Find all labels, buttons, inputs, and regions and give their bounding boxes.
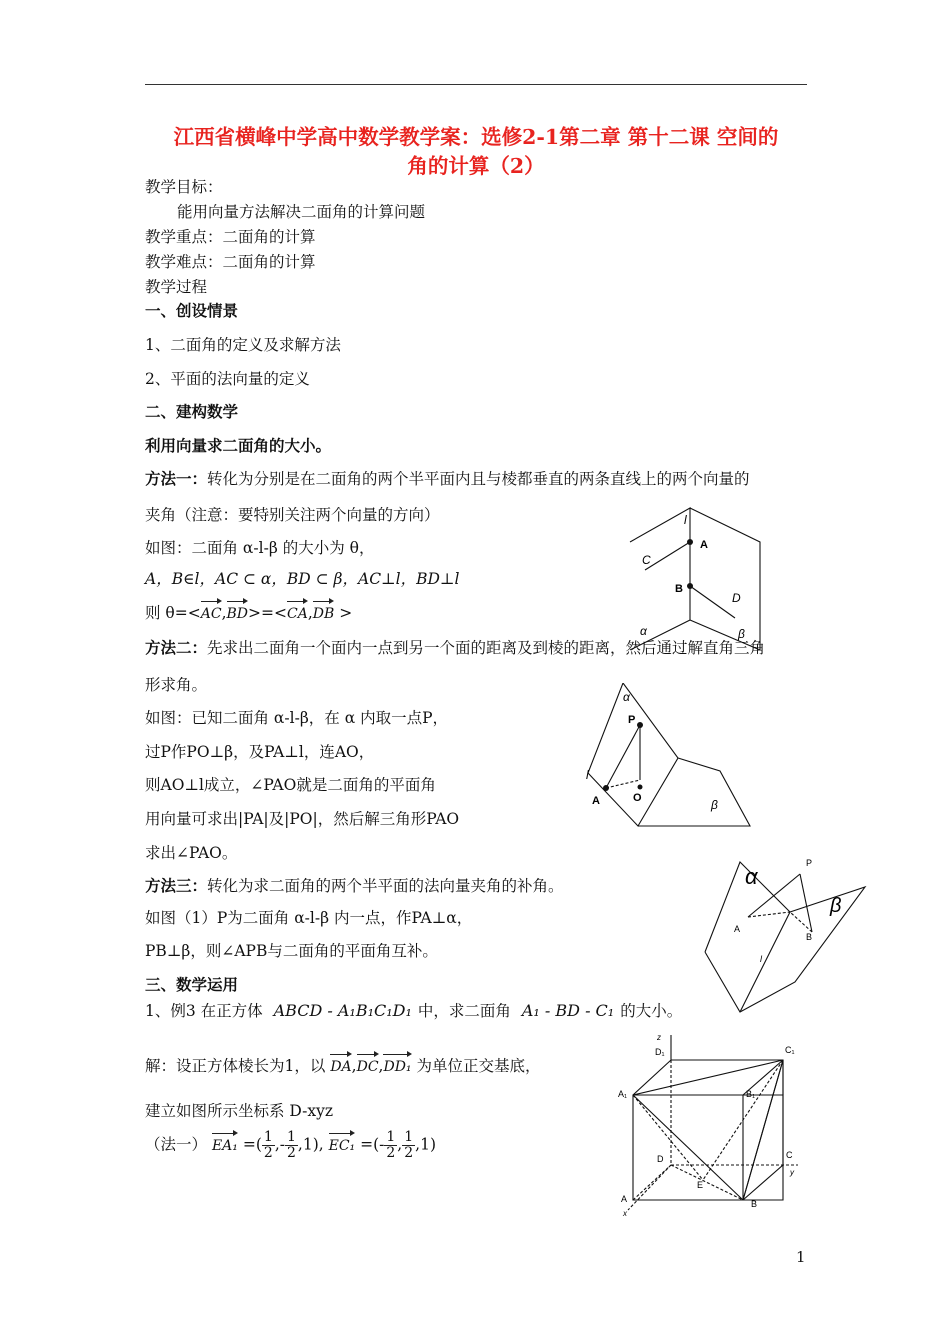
method2-line3: 则AO⊥l成立，∠PAO就是二面角的平面角 [145, 776, 436, 794]
method2-line1: 如图：已知二面角 α-l-β，在 α 内取一点P， [145, 709, 449, 727]
label-c: C [642, 553, 651, 567]
section1-heading: 一、创设情景 [145, 301, 239, 320]
label-a: A [621, 1194, 628, 1204]
method2-text: 先求出二面角一个面内一点到另一个面的距离及到棱的距离，然后通过解直角三角 [207, 639, 766, 657]
fraction-half [262, 1130, 275, 1161]
label-b: B [751, 1199, 758, 1209]
fraction-half [384, 1130, 397, 1161]
method3-text: 转化为求二面角的两个半平面的法向量夹角的补角。 [207, 877, 564, 895]
frac-num: 1 [386, 1129, 396, 1145]
method3-line1: 如图（1）P为二面角 α-l-β 内一点，作PA⊥α， [145, 909, 473, 927]
label-y: y [790, 1168, 794, 1177]
section2-heading: 二、建构数学 [145, 402, 239, 421]
vector-da: DA [330, 1052, 351, 1078]
frac-num: 1 [404, 1129, 414, 1145]
ea-open: =( [242, 1135, 262, 1154]
label-alpha: α [640, 624, 647, 638]
method2-line5: 求出∠PAO。 [145, 844, 238, 862]
method3-label: 方法三： [145, 876, 208, 895]
page-number: 1 [796, 1248, 806, 1266]
frac-num: 1 [263, 1129, 273, 1145]
example-mid: 中，求二面角 [417, 1002, 511, 1020]
label-alpha: α [623, 690, 630, 704]
label-a: A [700, 539, 708, 551]
label-l: l [760, 954, 762, 964]
solution-suffix: 为单位正交基底， [416, 1057, 541, 1075]
label-b: B [806, 932, 813, 942]
page-title-line1: 江西省横峰中学高中数学教学案：选修2-1第二章 第十二课 空间的 [173, 125, 779, 149]
goals-heading: 教学目标： [145, 178, 223, 196]
method2-line2: 过P作PO⊥β，及PA⊥l，连AO， [145, 743, 375, 761]
frac-den: 2 [286, 1145, 296, 1161]
section2-subheading: 利用向量求二面角的大小。 [145, 436, 332, 455]
vector-ec1: EC₁ [329, 1131, 356, 1157]
page-title-line2: 角的计算（2） [407, 154, 545, 178]
result-mid: >=< [248, 604, 287, 622]
label-alpha: α [745, 864, 758, 889]
label-a: A [734, 924, 741, 934]
result-prefix: 则 θ=< [145, 604, 201, 622]
label-b: B [675, 583, 683, 595]
section1-item2: 2、平面的法向量的定义 [145, 370, 310, 388]
method3-paragraph [145, 875, 564, 897]
method-one-vectors: （法一） EA₁ =( $\frac{1}{2}$ ,- $\frac{1}{2}$ ,1), EC₁ =(- $\frac{1}{2}$ , $\frac{1}{2}$ ,1) [145, 1129, 436, 1161]
header-rule [145, 84, 807, 85]
label-d1: D₁ [655, 1047, 665, 1057]
solution-prefix: 解：设正方体棱长为1，以 [145, 1057, 326, 1075]
figure-dihedral-method3 [700, 852, 875, 1017]
vector-ea1: EA₁ [212, 1131, 238, 1157]
goals-focus: 教学重点：二面角的计算 [145, 228, 316, 246]
label-a1: A₁ [618, 1089, 628, 1099]
label-p: P [628, 714, 636, 726]
method1-text: 转化为分别是在二面角的两个半平面内且与棱都垂直的两条直线上的两个向量的 [207, 470, 750, 488]
label-a: A [592, 795, 600, 807]
label-x: x [623, 1209, 627, 1218]
label-z: z [657, 1033, 661, 1042]
method1-result: 则 θ=<AC,BD>=<CA,DB > [145, 599, 352, 625]
example-prefix: 1、例3 在正方体 [145, 1002, 263, 1020]
example3 [145, 1000, 682, 1022]
label-p: P [806, 858, 813, 868]
frac-den: 2 [386, 1145, 396, 1161]
figure-dihedral-method2 [583, 683, 753, 828]
goals-difficulty: 教学难点：二面角的计算 [145, 253, 316, 271]
vector-ca: CA [287, 599, 308, 625]
figure-dihedral-method1 [620, 500, 770, 650]
example-end: 的大小。 [620, 1002, 683, 1020]
vector-ac: AC [201, 599, 222, 625]
method1-figure-desc: 如图：二面角 α-l-β 的大小为 θ， [145, 539, 375, 557]
fraction-half [285, 1130, 298, 1161]
method3-line2: PB⊥β，则∠APB与二面角的平面角互补。 [145, 942, 438, 960]
label-c: C [786, 1150, 793, 1160]
label-b1: B₁ [746, 1089, 756, 1099]
method2-line4: 用向量可求出|PA|及|PO|，然后解三角形PAO [145, 810, 460, 828]
method1-label: 方法一： [145, 469, 208, 488]
ec-open: =(- [360, 1135, 385, 1154]
dihedral-angle: A₁ - BD - C₁ [521, 1001, 615, 1020]
section1-item1: 1、二面角的定义及求解方法 [145, 336, 341, 354]
ec-close: ,1) [415, 1135, 436, 1154]
ea-sep: ,- [274, 1135, 285, 1154]
method2-label: 方法二： [145, 638, 208, 657]
method1-text2: 夹角（注意：要特别关注两个向量的方向） [145, 506, 440, 524]
label-o: O [633, 792, 642, 804]
coordinate-system: 建立如图所示坐标系 D-xyz [145, 1102, 334, 1120]
goals-content: 能用向量方法解决二面角的计算问题 [177, 203, 426, 221]
solution-line: 解：设正方体棱长为1，以 DA,DC,DD₁ 为单位正交基底， [145, 1052, 540, 1078]
label-beta: β [711, 798, 718, 812]
label-l: l [684, 513, 687, 527]
vector-db: DB [313, 599, 335, 625]
frac-den: 2 [263, 1145, 273, 1161]
label-l: l [586, 768, 589, 782]
vector-bd: BD [227, 599, 249, 625]
ec-sep: , [397, 1135, 403, 1154]
figure-cube [613, 1030, 813, 1220]
fraction-half [402, 1130, 415, 1161]
section3-heading: 三、数学运用 [145, 975, 239, 994]
cube-name: ABCD - A₁B₁C₁D₁ [273, 1001, 412, 1020]
ea-close: ,1) [297, 1135, 319, 1154]
method2-text2: 形求角。 [145, 676, 208, 694]
method-one-label: （法一） [145, 1135, 208, 1154]
label-e: E [697, 1180, 704, 1190]
frac-num: 1 [286, 1129, 296, 1145]
method1-conditions: A，B∈l，AC ⊂ α，BD ⊂ β，AC⊥l，BD⊥l [145, 570, 460, 588]
method1-paragraph [145, 468, 750, 490]
label-d: D [732, 591, 741, 605]
label-beta: β [738, 627, 745, 641]
label-d: D [657, 1154, 664, 1164]
vector-dc: DC [357, 1052, 379, 1078]
frac-den: 2 [404, 1145, 414, 1161]
result-end: > [339, 604, 353, 622]
goals-process: 教学过程 [145, 278, 208, 296]
label-c1: C₁ [785, 1045, 795, 1055]
label-beta: β [830, 895, 842, 917]
vector-dd1: DD₁ [383, 1052, 411, 1078]
